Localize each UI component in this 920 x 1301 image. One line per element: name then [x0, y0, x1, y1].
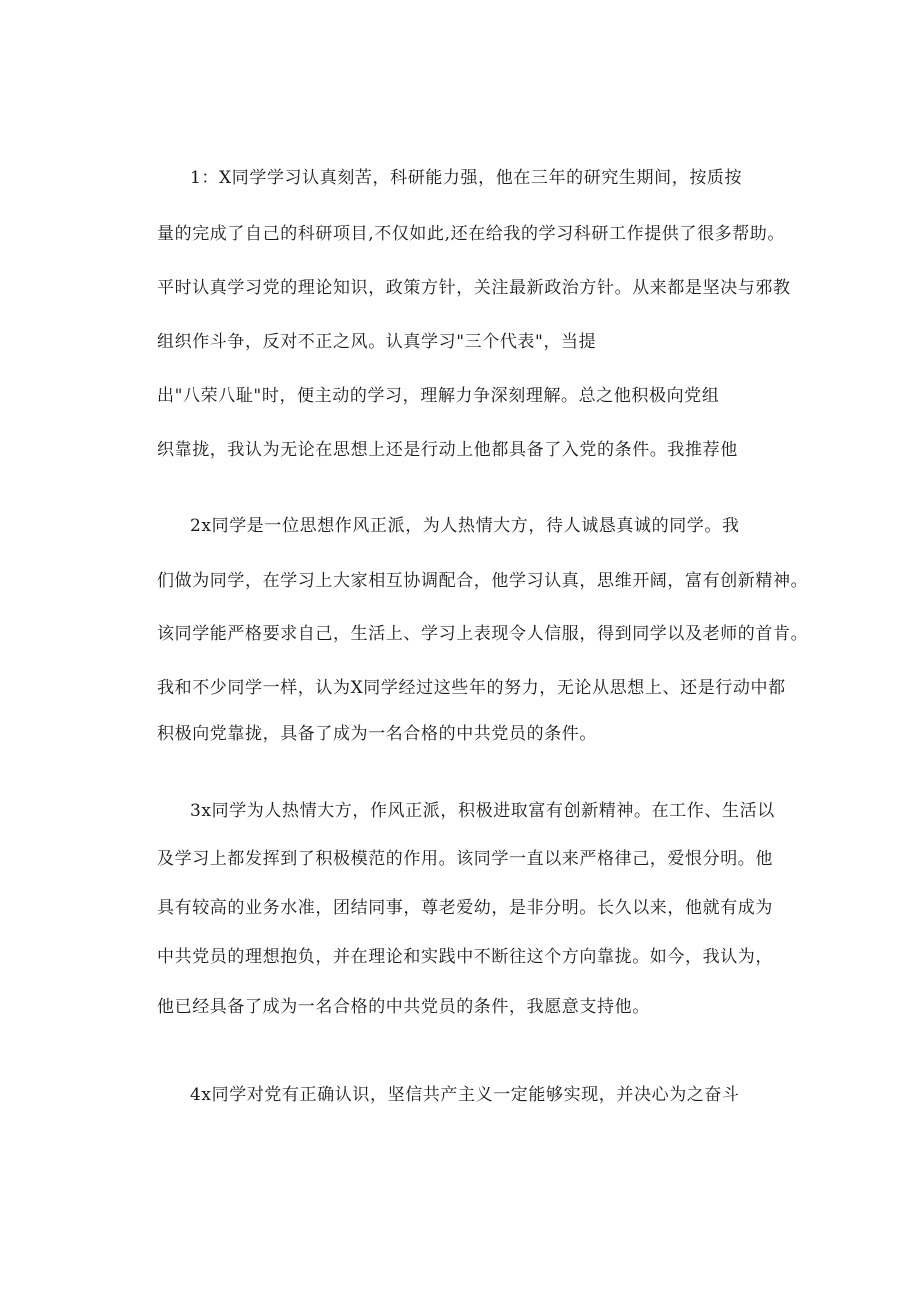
- paragraph-2-line-5: 积极向党靠拢，具备了成为一名合格的中共党员的条件。: [157, 724, 597, 744]
- paragraph-2-line-1: 2x同学是一位思想作风正派，为人热情大方，待人诚恳真诚的同学。我: [190, 516, 740, 536]
- paragraph-1-line-6: 织靠拢，我认为无论在思想上还是行动上他都具备了入党的条件。我推荐他: [157, 440, 738, 460]
- paragraph-4-line-1: 4x同学对党有正确认识，坚信共产主义一定能够实现，并决心为之奋斗: [190, 1085, 740, 1105]
- paragraph-3-line-3: 具有较高的业务水准，团结同事，尊老爱幼，是非分明。长久以来，他就有成为: [157, 898, 773, 918]
- paragraph-3-line-1: 3x同学为人热情大方，作风正派，积极进取富有创新精神。在工作、生活以: [190, 801, 775, 821]
- paragraph-2-line-3: 该同学能严格要求自己，生活上、学习上表现令人信服，得到同学以及老师的首肯。: [157, 624, 809, 644]
- paragraph-3-line-4: 中共党员的理想抱负，并在理论和实践中不断往这个方向靠拢。如今，我认为，: [157, 947, 773, 967]
- paragraph-1-line-1: 1：X同学学习认真刻苦，科研能力强，他在三年的研究生期间，按质按: [190, 168, 743, 188]
- paragraph-2-line-4: 我和不少同学一样，认为X同学经过这些年的努力，无论从思想上、还是行动中都: [157, 678, 786, 698]
- paragraph-3-line-5: 他已经具备了成为一名合格的中共党员的条件，我愿意支持他。: [157, 997, 650, 1017]
- paragraph-1-line-2: 量的完成了自己的科研项目,不仅如此,还在给我的学习科研工作提供了很多帮助。: [157, 224, 786, 244]
- paragraph-1-line-5: 出"八荣八耻"时，便主动的学习，理解力争深刻理解。总之他积极向党组: [157, 386, 720, 406]
- paragraph-3-line-2: 及学习上都发挥到了积极模范的作用。该同学一直以来严格律己，爱恨分明。他: [157, 849, 773, 869]
- paragraph-1-line-3: 平时认真学习党的理论知识，政策方针，关注最新政治方针。从来都是坚决与邪教: [157, 278, 791, 298]
- paragraph-2-line-2: 们做为同学，在学习上大家相互协调配合，他学习认真，思维开阔，富有创新精神。: [157, 571, 809, 591]
- paragraph-1-line-4: 组织作斗争，反对不正之风。认真学习"三个代表"，当提: [157, 332, 597, 352]
